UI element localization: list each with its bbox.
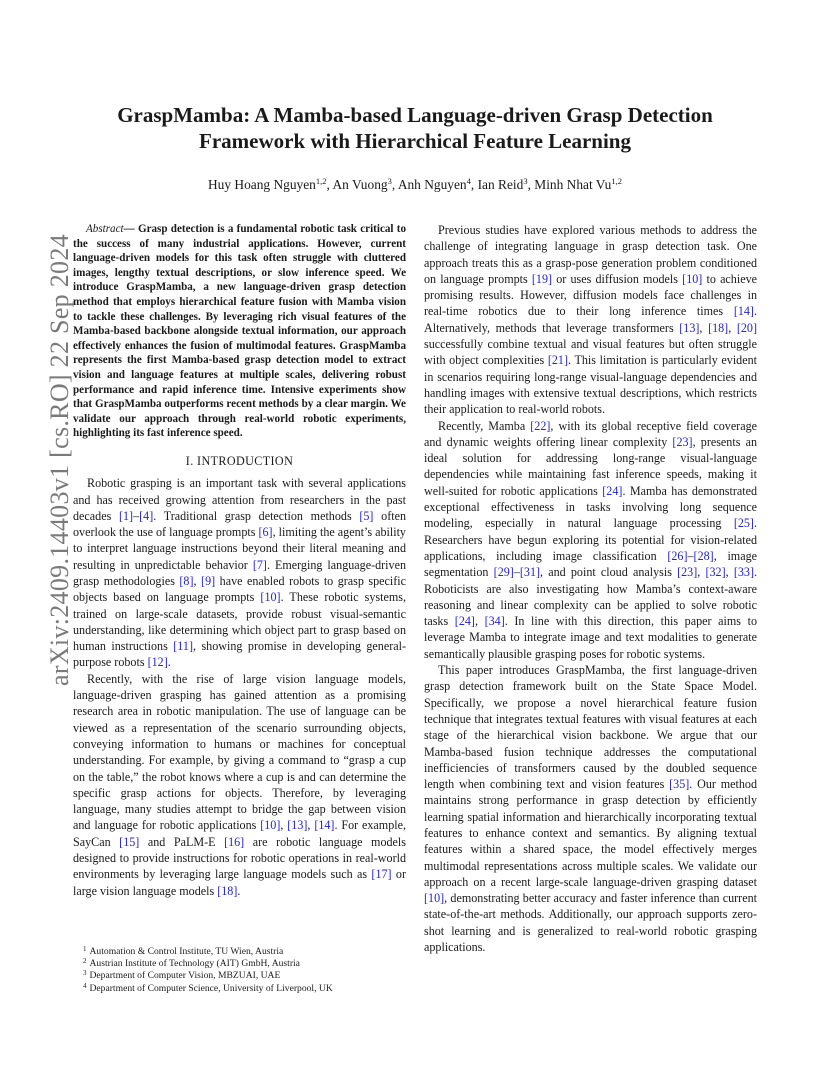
text-run: . For example, SayCan bbox=[73, 818, 407, 849]
text-run: . These robotic systems, trained on large-scale datasets, provide robust visual-semantic understanding, like determining which object part to grasp based on human instructions bbox=[73, 590, 406, 654]
citation-link[interactable]: [15] bbox=[119, 834, 140, 849]
footnote-number: 4 bbox=[83, 981, 87, 990]
text-run: or uses diffusion models bbox=[552, 271, 683, 286]
text-run: Recently, with the rise of large vision language models, language-driven grasping has gained attention as a promising research area in robotic manipulation. The use of language can be viewed as a representation of the scenario surrounding objects, conveying information to humans or machines for conceptual understanding. For example, by giving a command to “grasp a cup on the table,” the robot knows where a cup is and can determine the specific grasp actions for objects. Therefore, by leveraging language, many studies attempt to bridge the gap between vision and language for robotic applications bbox=[73, 671, 406, 833]
affiliation-footnotes bbox=[83, 946, 413, 995]
author-separator: , bbox=[326, 177, 333, 192]
footnote-number: 2 bbox=[83, 957, 87, 966]
text-run: , bbox=[728, 320, 737, 335]
author-separator: , bbox=[470, 177, 478, 192]
text-run: , bbox=[697, 565, 706, 580]
text-run: . Roboticists are also investigating how Mamba’s context-aware reasoning and linear complexity can be applied to solve robotic tasks bbox=[424, 565, 758, 629]
author-name: Anh Nguyen bbox=[397, 177, 467, 192]
citation-link[interactable]: [12] bbox=[147, 655, 168, 670]
body-paragraph bbox=[424, 662, 757, 955]
citation-link[interactable]: [9] bbox=[201, 573, 216, 588]
footnote-number: 1 bbox=[83, 945, 87, 953]
text-run: and PaLM-E bbox=[139, 834, 225, 849]
text-run: Recently, Mamba bbox=[438, 418, 531, 433]
citation-link[interactable]: [14] bbox=[314, 818, 335, 833]
author-affiliation-mark: 1,2 bbox=[611, 176, 622, 186]
text-run: , bbox=[307, 818, 315, 833]
author-affiliation-mark: 4 bbox=[466, 176, 471, 186]
citation-link[interactable]: [29] bbox=[493, 565, 514, 580]
citation-link[interactable]: [4] bbox=[139, 508, 154, 523]
citation-link[interactable]: [28] bbox=[693, 548, 714, 563]
citation-link[interactable]: [31] bbox=[519, 565, 541, 580]
citation-link[interactable]: [13] bbox=[287, 818, 308, 833]
citation-link[interactable]: [11] bbox=[173, 639, 193, 654]
text-run: . In line with this direction, this paper aims to leverage Mamba to integrate image and text modalities to generate semantically plausible grasping poses for robotic systems. bbox=[424, 614, 757, 661]
citation-link[interactable]: [1] bbox=[118, 508, 134, 523]
paper-title bbox=[90, 102, 740, 154]
citation-link[interactable]: [23] bbox=[672, 434, 693, 449]
author-name: Ian Reid bbox=[477, 177, 524, 192]
footnote-number: 3 bbox=[83, 969, 87, 978]
citation-link[interactable]: [22] bbox=[530, 418, 551, 433]
citation-link[interactable]: [5] bbox=[359, 508, 374, 523]
author-affiliation-mark: 1,2 bbox=[315, 176, 327, 186]
affiliation-footnote bbox=[83, 983, 413, 995]
right-body bbox=[424, 222, 757, 955]
citation-link[interactable]: [33] bbox=[733, 565, 754, 580]
footnote-text: Department of Computer Vision, MBZUAI, UAE bbox=[89, 970, 281, 982]
text-run: or large vision language models bbox=[73, 867, 406, 898]
text-run: are robotic language models designed to provide instructions for robotic operations in real-world environments by leveraging large language models such as bbox=[73, 834, 406, 882]
citation-link[interactable]: [13] bbox=[679, 320, 700, 335]
citation-link[interactable]: [34] bbox=[484, 614, 505, 629]
citation-link[interactable]: [24] bbox=[454, 614, 475, 629]
text-run: . This limitation is particularly evident in scenarios requiring long-range visual-language dependencies and handling images with extensive textual descriptions, which restricts their application to real-world robots. bbox=[424, 353, 758, 417]
left-column bbox=[73, 222, 406, 899]
body-paragraph bbox=[424, 222, 757, 418]
body-paragraph bbox=[73, 475, 406, 671]
title-line-1: GraspMamba: A Mamba-based Language-driven Grasp Detection bbox=[117, 103, 713, 127]
text-run: – bbox=[513, 565, 520, 580]
affiliation-footnote bbox=[83, 970, 413, 982]
author-separator: , bbox=[391, 177, 398, 192]
citation-link[interactable]: [23] bbox=[677, 565, 698, 580]
footnote-text: Department of Computer Science, University of Liverpool, UK bbox=[89, 982, 333, 994]
text-run: – bbox=[687, 548, 694, 563]
title-line-2: Framework with Hierarchical Feature Learning bbox=[199, 129, 631, 153]
text-run: , bbox=[193, 573, 202, 588]
text-run: . Emerging language-driven grasp methodologies bbox=[73, 557, 406, 588]
body-paragraph bbox=[73, 671, 406, 899]
text-run: , and point cloud analysis bbox=[540, 565, 678, 580]
author-list bbox=[90, 176, 740, 194]
citation-link[interactable]: [7] bbox=[252, 557, 267, 572]
citation-link[interactable]: [16] bbox=[224, 834, 245, 849]
text-run: successfully combine textual and visual features but often struggle with object complexities bbox=[424, 337, 757, 368]
text-run: , bbox=[725, 565, 734, 580]
citation-link[interactable]: [10] bbox=[260, 818, 281, 833]
citation-link[interactable]: [20] bbox=[736, 320, 758, 335]
text-run: to achieve promising results. However, diffusion models face challenges in real-time robotics due to their long inference times bbox=[424, 271, 757, 319]
author-name: Minh Nhat Vu bbox=[534, 177, 612, 192]
abstract-text: — Grasp detection is a fundamental robotic task critical to the success of many industrial applications. However, current language-driven models for this task often struggle with cluttered images, lengthy textual descriptions, or slow inference speed. We introduce GraspMamba, a new language-driven grasp detection method that employs hierarchical feature fusion with Mamba vision to tackle these challenges. By leveraging rich visual features of the Mamba-based backbone alongside textual information, our approach effectively enhances the fusion of multimodal features. GraspMamba represents the first Mamba-based grasp detection model to extract vision and language features at multiple scales, delivering robust performance and rapid inference time. Intensive experiments show that GraspMamba outperforms recent methods by a clear margin. We validate our approach through real-world robotic experiments, highlighting its fast inference speed. bbox=[73, 223, 406, 440]
text-run: , image segmentation bbox=[424, 548, 757, 580]
citation-link[interactable]: [10] bbox=[424, 891, 445, 906]
text-run: , bbox=[280, 818, 288, 833]
text-run: , bbox=[474, 614, 485, 629]
citation-link[interactable]: [10] bbox=[260, 590, 281, 605]
right-column bbox=[424, 222, 757, 955]
text-run: Robotic grasping is an important task with several applications and has received growing attention from researchers in the past decades bbox=[73, 476, 406, 523]
text-run: , showing promise in developing general-purpose robots bbox=[73, 639, 406, 670]
citation-link[interactable]: [18] bbox=[217, 883, 238, 898]
arxiv-identifier: arXiv:2409.14403v1 [cs.RO] 22 Sep 2024 bbox=[45, 234, 74, 686]
text-run: , with its global receptive field coverage and dynamic weights offering linear complexity bbox=[424, 418, 757, 449]
footnote-text: Austrian Institute of Technology (AIT) GmbH, Austria bbox=[89, 958, 300, 970]
affiliation-footnote bbox=[83, 946, 413, 958]
citation-link[interactable]: [25] bbox=[733, 516, 754, 531]
citation-link[interactable]: [8] bbox=[179, 573, 194, 588]
text-run: . Alternatively, methods that leverage transformers bbox=[424, 304, 757, 335]
author-affiliation-mark: 3 bbox=[523, 176, 528, 186]
author-name: An Vuong bbox=[332, 177, 388, 192]
text-run: , demonstrating better accuracy and faster inference than current state-of-the-art methods. Additionally, our approach supports zero-shot learning and is generalized to real-world robotic grasping applications. bbox=[424, 891, 757, 955]
text-run: . Researchers have begun exploring its potential for vision-related applications, including image classification bbox=[424, 516, 757, 563]
author-name: Huy Hoang Nguyen bbox=[208, 177, 316, 192]
citation-link[interactable]: [35] bbox=[669, 777, 690, 792]
citation-link[interactable]: [21] bbox=[547, 353, 568, 368]
section-heading-introduction: I. INTRODUCTION bbox=[185, 453, 294, 468]
left-body bbox=[73, 475, 406, 899]
text-run: . bbox=[237, 883, 241, 898]
abstract-label: Abstract bbox=[86, 223, 124, 235]
citation-link[interactable]: [26] bbox=[667, 548, 688, 563]
text-run: , limiting the agent’s ability to interpret language instructions beyond their literal meaning and resulting in unpredictable behavior bbox=[73, 525, 406, 572]
citation-link[interactable]: [19] bbox=[531, 271, 553, 286]
text-run: , presents an ideal solution for addressing long-range visual-language dependencies while maintaining fast inference speeds, making it well-suited for robotic applications bbox=[424, 434, 757, 498]
author-separator: , bbox=[527, 177, 535, 192]
footnote-text: Automation & Control Institute, TU Wien, Austria bbox=[89, 946, 284, 957]
citation-link[interactable]: [24] bbox=[602, 483, 623, 498]
text-run: . bbox=[167, 655, 171, 670]
text-run: . Our method maintains strong performance in grasp detection by efficiently learning spatial information and hierarchically incorporating textual features to enhance context and semantics. By aligning textual features within a shared space, the model effectively merges multimodal representations across multiple scales. We validate our approach on a recent large-scale language-driven grasping dataset bbox=[424, 777, 757, 889]
citation-link[interactable]: [18] bbox=[708, 320, 729, 335]
abstract bbox=[73, 222, 406, 441]
citation-link[interactable]: [14] bbox=[733, 304, 754, 319]
text-run: have enabled robots to grasp specific objects based on language prompts bbox=[73, 573, 407, 605]
citation-link[interactable]: [32] bbox=[705, 565, 726, 580]
citation-link[interactable]: [10] bbox=[682, 271, 703, 286]
affiliation-footnote bbox=[83, 958, 413, 970]
citation-link[interactable]: [17] bbox=[371, 867, 392, 882]
citation-link[interactable]: [6] bbox=[258, 525, 273, 540]
text-run: . Mamba has demonstrated exceptional effectiveness in tasks involving long sequence modeling, especially in natural language processing bbox=[424, 483, 757, 531]
text-run: – bbox=[133, 508, 140, 523]
author-affiliation-mark: 3 bbox=[387, 176, 392, 186]
text-run: often overlook the use of language prompts bbox=[73, 508, 407, 540]
body-paragraph bbox=[424, 418, 757, 662]
text-run: . Traditional grasp detection methods bbox=[153, 508, 360, 523]
text-run: Previous studies have explored various methods to address the challenge of integrating language in grasp detection task. One approach treats this as a grasp-pose generation problem conditioned on language prompts bbox=[424, 223, 757, 286]
text-run: This paper introduces GraspMamba, the first language-driven grasp detection framework built on the State Space Model. Specifically, we propose a novel hierarchical feature fusion technique that integrates textual features with visual features at each stage of the hierarchical vision backbone. We argue that our Mamba-based fusion technique addresses the computational inefficiencies of transformers caused by the doubled sequence length when combining text and vision features bbox=[424, 663, 757, 792]
text-run: , bbox=[699, 320, 709, 335]
